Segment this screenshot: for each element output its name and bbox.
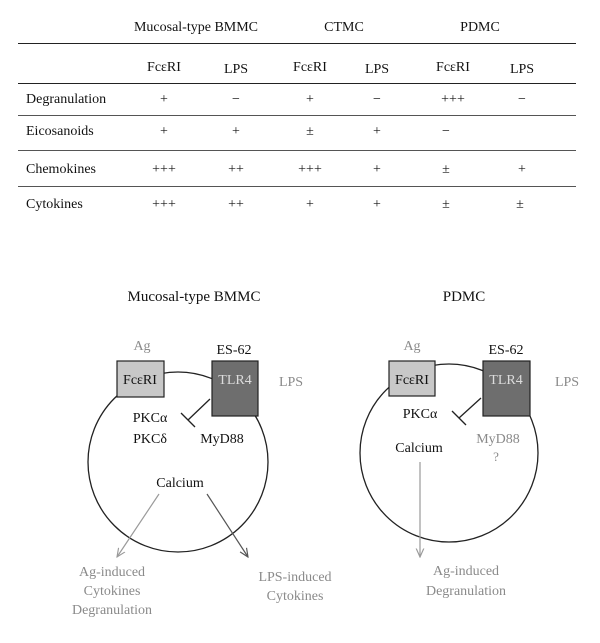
tlr4-receptor [483, 361, 530, 416]
ag-output-line3: Degranulation [71, 603, 153, 618]
table-cell: ++ [228, 197, 244, 212]
table-cell: − [518, 92, 526, 107]
subheader-cell: FcεRI [436, 60, 470, 75]
es62-label: ES-62 [216, 343, 252, 358]
tlr4-receptor [212, 361, 258, 416]
ag-output-line1: Ag-induced [78, 565, 146, 580]
table-cell: + [518, 162, 526, 177]
table-cell: + [373, 197, 381, 212]
table-cell: + [160, 92, 168, 107]
subheader-cell: FcεRI [293, 60, 327, 75]
fceri-label: FcεRI [395, 373, 429, 388]
inhibition-line [459, 398, 481, 418]
ag-output-line2: Degranulation [425, 584, 507, 599]
calcium-label: Calcium [395, 441, 443, 456]
subheader-cell: LPS [223, 62, 249, 77]
table-cell: − [232, 92, 240, 107]
table-cell: +++ [152, 162, 176, 177]
row-label: Cytokines [26, 197, 83, 212]
group-header-bmmc: Mucosal-type BMMC [133, 20, 259, 35]
table-cell: ± [442, 162, 450, 177]
ag-output-line2: Cytokines [83, 584, 141, 599]
table-cell: + [232, 124, 240, 139]
antigen-label: Ag [403, 339, 421, 354]
tlr4-label: TLR4 [218, 373, 252, 388]
inhibition-line [188, 399, 210, 420]
row-label: Eicosanoids [26, 124, 94, 139]
pkc-alpha-label: PKCα [132, 411, 168, 426]
table-cell: +++ [441, 92, 465, 107]
es62-label: ES-62 [488, 343, 524, 358]
myd88-label: MyD88 [476, 432, 520, 447]
table-cell: ± [306, 124, 314, 139]
fceri-label: FcεRI [123, 373, 157, 388]
table-cell: + [306, 197, 314, 212]
subheader-cell: LPS [509, 62, 535, 77]
row-label: Chemokines [26, 162, 96, 177]
bmmc-diagram [72, 289, 332, 618]
calcium-label: Calcium [156, 476, 204, 491]
table-cell: + [373, 124, 381, 139]
table-cell: +++ [298, 162, 322, 177]
subheader-cell: FcεRI [147, 60, 181, 75]
subheader-cell: LPS [364, 62, 390, 77]
group-header-ctmc: CTMC [324, 20, 364, 35]
group-header-pdmc: PDMC [460, 20, 500, 35]
myd88-question: ? [493, 449, 499, 464]
table-cell: ++ [228, 162, 244, 177]
lps-label: LPS [278, 375, 304, 390]
table-cell: + [306, 92, 314, 107]
table-cell: ± [516, 197, 524, 212]
myd88-label: MyD88 [200, 432, 244, 447]
diagram-title: PDMC [442, 289, 486, 305]
row-label: Degranulation [26, 92, 107, 107]
pdmc-diagram [360, 289, 579, 599]
pkc-delta-label: PKCδ [133, 432, 167, 447]
ag-induced-arrow [117, 494, 159, 557]
table-cell: − [373, 92, 381, 107]
table-cell: − [442, 124, 450, 139]
table-cell: + [373, 162, 381, 177]
lps-label: LPS [554, 375, 580, 390]
lps-output-line2: Cytokines [266, 589, 324, 604]
diagram-title: Mucosal-type BMMC [127, 289, 261, 305]
table-cell: + [160, 124, 168, 139]
tlr4-label: TLR4 [489, 373, 523, 388]
table-cell: +++ [152, 197, 176, 212]
pkc-alpha-label: PKCα [402, 407, 438, 422]
ag-output-line1: Ag-induced [432, 564, 500, 579]
table-cell: ± [442, 197, 450, 212]
antigen-label: Ag [133, 339, 151, 354]
lps-output-line1: LPS-induced [258, 570, 332, 585]
